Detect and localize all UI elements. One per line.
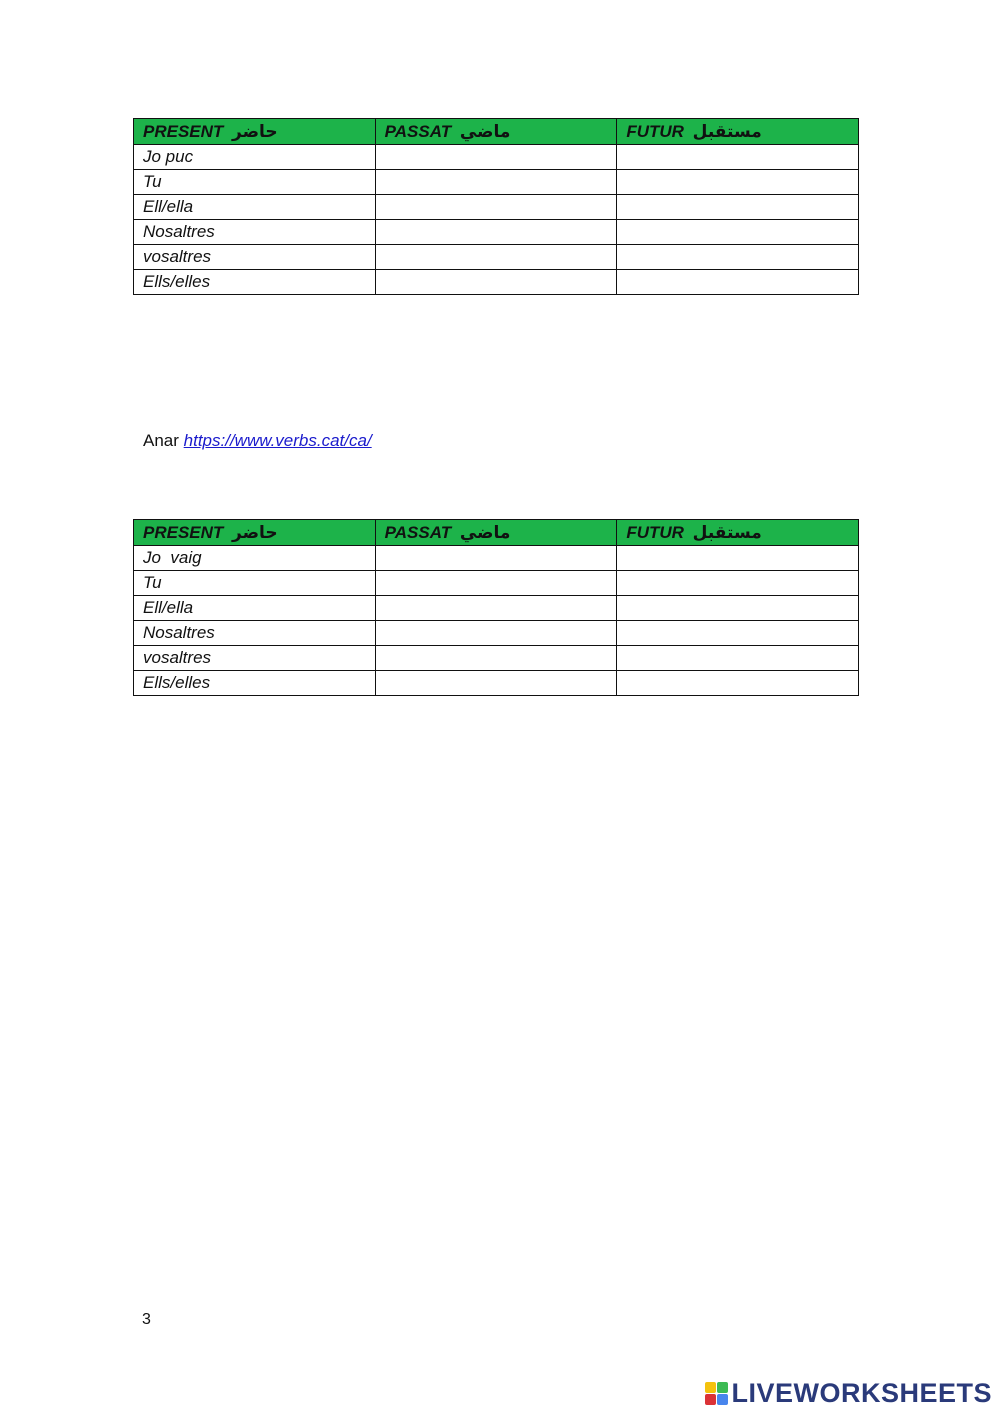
answer-cell-passat[interactable] [375, 646, 617, 671]
row-pronoun: vosaltres [134, 245, 376, 270]
answer-cell-passat[interactable] [375, 220, 617, 245]
table-row [134, 621, 859, 646]
answer-cell-futur[interactable] [617, 621, 859, 646]
answer-cell-futur[interactable] [617, 671, 859, 696]
table-header-row [134, 119, 859, 145]
table-row [134, 145, 859, 170]
table-row [134, 571, 859, 596]
answer-cell-futur[interactable] [617, 546, 859, 571]
row-pronoun: Ell/ella [134, 195, 376, 220]
row-pronoun: vosaltres [134, 646, 376, 671]
header-present: PRESENT حاضر [134, 520, 376, 546]
answer-cell-passat[interactable] [375, 571, 617, 596]
verb-label: Anar [143, 431, 179, 450]
row-pronoun: Jo puc [134, 145, 376, 170]
header-futur: FUTUR مستقبل [617, 520, 859, 546]
header-present: PRESENT حاضر [134, 119, 376, 145]
conjugation-table-2 [133, 519, 859, 696]
answer-cell-futur[interactable] [617, 170, 859, 195]
table-row [134, 170, 859, 195]
row-pronoun: Ells/elles [134, 671, 376, 696]
row-pronoun: Nosaltres [134, 220, 376, 245]
answer-cell-passat[interactable] [375, 195, 617, 220]
answer-cell-futur[interactable] [617, 646, 859, 671]
answer-cell-passat[interactable] [375, 145, 617, 170]
answer-cell-passat[interactable] [375, 546, 617, 571]
page-number: 3 [142, 1311, 151, 1328]
answer-cell-futur[interactable] [617, 220, 859, 245]
table-row [134, 195, 859, 220]
logo-square-icon [705, 1382, 716, 1393]
row-pronoun: Ells/elles [134, 270, 376, 295]
answer-cell-passat[interactable] [375, 245, 617, 270]
logo-square-icon [717, 1394, 728, 1405]
table-header-row [134, 520, 859, 546]
answer-cell-futur[interactable] [617, 596, 859, 621]
row-pronoun: Nosaltres [134, 621, 376, 646]
table-row [134, 671, 859, 696]
row-pronoun: Ell/ella [134, 596, 376, 621]
liveworksheets-logo-icon [705, 1382, 728, 1405]
answer-cell-futur[interactable] [617, 245, 859, 270]
table-row [134, 270, 859, 295]
table-row [134, 646, 859, 671]
row-pronoun: Tu [134, 170, 376, 195]
verbs-cat-link[interactable]: https://www.verbs.cat/ca/ [183, 431, 372, 450]
row-pronoun: Jo vaig [134, 546, 376, 571]
logo-square-icon [705, 1394, 716, 1405]
answer-cell-passat[interactable] [375, 270, 617, 295]
answer-cell-passat[interactable] [375, 170, 617, 195]
answer-cell-futur[interactable] [617, 145, 859, 170]
conjugation-table-1 [133, 118, 859, 295]
table-row [134, 220, 859, 245]
row-pronoun: Tu [134, 571, 376, 596]
answer-cell-futur[interactable] [617, 195, 859, 220]
answer-cell-futur[interactable] [617, 571, 859, 596]
answer-cell-futur[interactable] [617, 270, 859, 295]
header-futur: FUTUR مستقبل [617, 119, 859, 145]
answer-cell-passat[interactable] [375, 596, 617, 621]
table-row [134, 546, 859, 571]
answer-cell-passat[interactable] [375, 621, 617, 646]
liveworksheets-logo-text: LIVEWORKSHEETS [731, 1377, 992, 1408]
answer-cell-passat[interactable] [375, 671, 617, 696]
liveworksheets-logo [705, 1376, 992, 1410]
table-row [134, 596, 859, 621]
logo-square-icon [717, 1382, 728, 1393]
header-passat: PASSAT ماضي [375, 520, 617, 546]
verb-reference-line [143, 431, 372, 451]
table-row [134, 245, 859, 270]
header-passat: PASSAT ماضي [375, 119, 617, 145]
